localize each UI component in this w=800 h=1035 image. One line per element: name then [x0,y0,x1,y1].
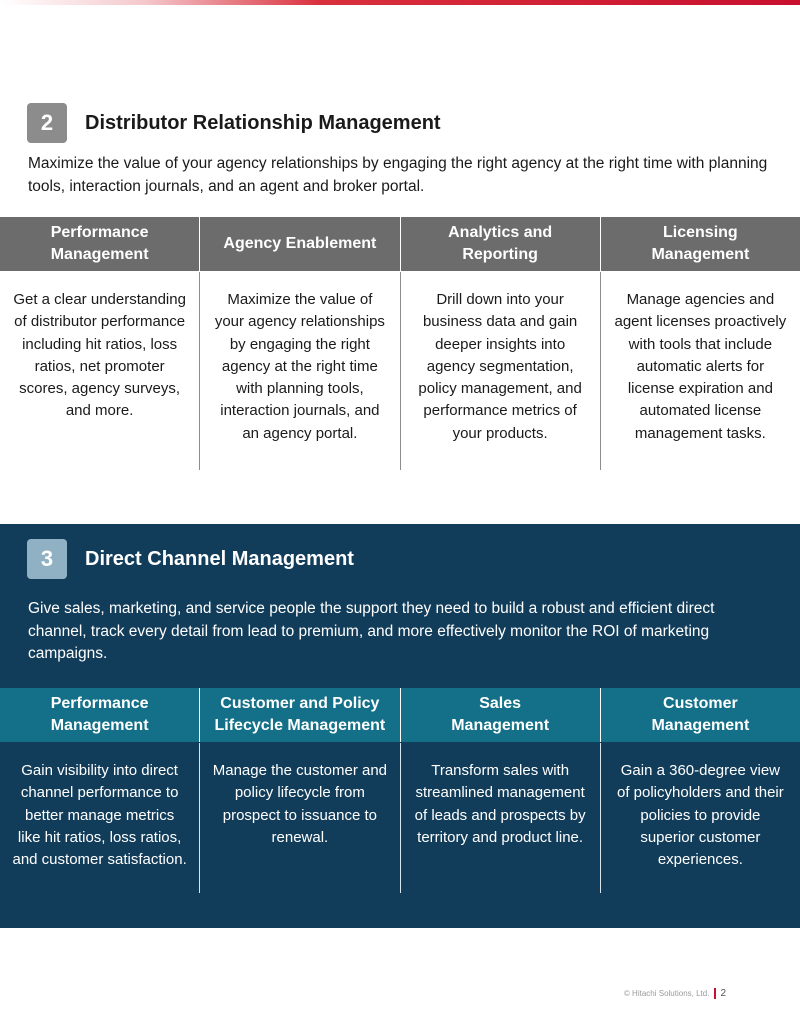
copyright-text: © Hitachi Solutions, Ltd. [623,989,710,998]
section-2-columns [0,272,800,470]
s3-heading-1-text: Performance Management [50,695,149,734]
s2-body-performance: Get a clear understanding of distributor performance including hit ratios, loss ratios, net promoter scores, agency surveys, and more. [13,291,186,420]
s3-heading-lifecycle [199,688,399,742]
s3-heading-3-text: Sales Management [451,695,550,734]
s3-body-sales: Transform sales with streamlined management of leads and prospects by territory and product line. [400,743,600,893]
section-3-column-headings [0,688,800,742]
s2-body-analytics: Drill down into your business data and gain deeper insights into agency segmentation, policy management, and performance metrics of your products. [400,272,600,470]
section-2-number: 2 [27,103,67,143]
section-2-intro: Maximize the value of your agency relationships by engaging the right agency at the right time with planning tools, interaction journals, and an agent and broker portal. [28,155,768,195]
s3-body-customer: Gain a 360-degree view of policyholders and their policies to provide superior customer experiences. [600,743,800,893]
section-3-header [27,539,354,579]
s3-heading-2-text: Customer and Policy Lifecycle Management [214,695,386,734]
section-3-title: Direct Channel Management [85,547,354,570]
s2-heading-performance [0,217,199,271]
s2-heading-4-text: Licensing Management [651,224,750,263]
section-3-intro: Give sales, marketing, and service people the support they need to build a robust and efficient direct channel, track every detail from lead to premium, and more effectively monitor the ROI of marketing campaigns. [28,600,715,662]
s2-heading-2-text: Agency Enablement [223,235,377,252]
s3-heading-sales [400,688,600,742]
s2-heading-licensing [600,217,800,271]
section-2-title: Distributor Relationship Management [85,111,441,134]
section-2-column-headings [0,217,800,271]
s2-body-licensing: Manage agencies and agent licenses proactively with tools that include automatic alerts for license expiration and automated license management tasks. [600,272,800,470]
s2-heading-1-text: Performance Management [50,224,149,263]
s3-body-lifecycle: Manage the customer and policy lifecycle from prospect to issuance to renewal. [199,743,399,893]
top-accent-bar [0,0,800,5]
s2-heading-analytics [400,217,600,271]
footer-divider [714,988,716,999]
s2-heading-agency-enablement [199,217,399,271]
page-footer [624,988,726,999]
s3-body-performance: Gain visibility into direct channel performance to better manage metrics like hit ratios, loss ratios, and customer satisfaction. [12,762,187,869]
section-2-header [27,103,441,143]
s3-heading-customer [600,688,800,742]
s3-heading-performance [0,688,199,742]
section-3-number: 3 [27,539,67,579]
page-number: 2 [720,988,726,999]
section-3-columns [0,743,800,893]
s2-heading-3-text: Analytics and Reporting [448,224,553,263]
s3-heading-4-text: Customer Management [651,695,750,734]
s2-body-agency-enablement: Maximize the value of your agency relationships by engaging the right agency at the right time with planning tools, interaction journals, and an agency portal. [199,272,399,470]
